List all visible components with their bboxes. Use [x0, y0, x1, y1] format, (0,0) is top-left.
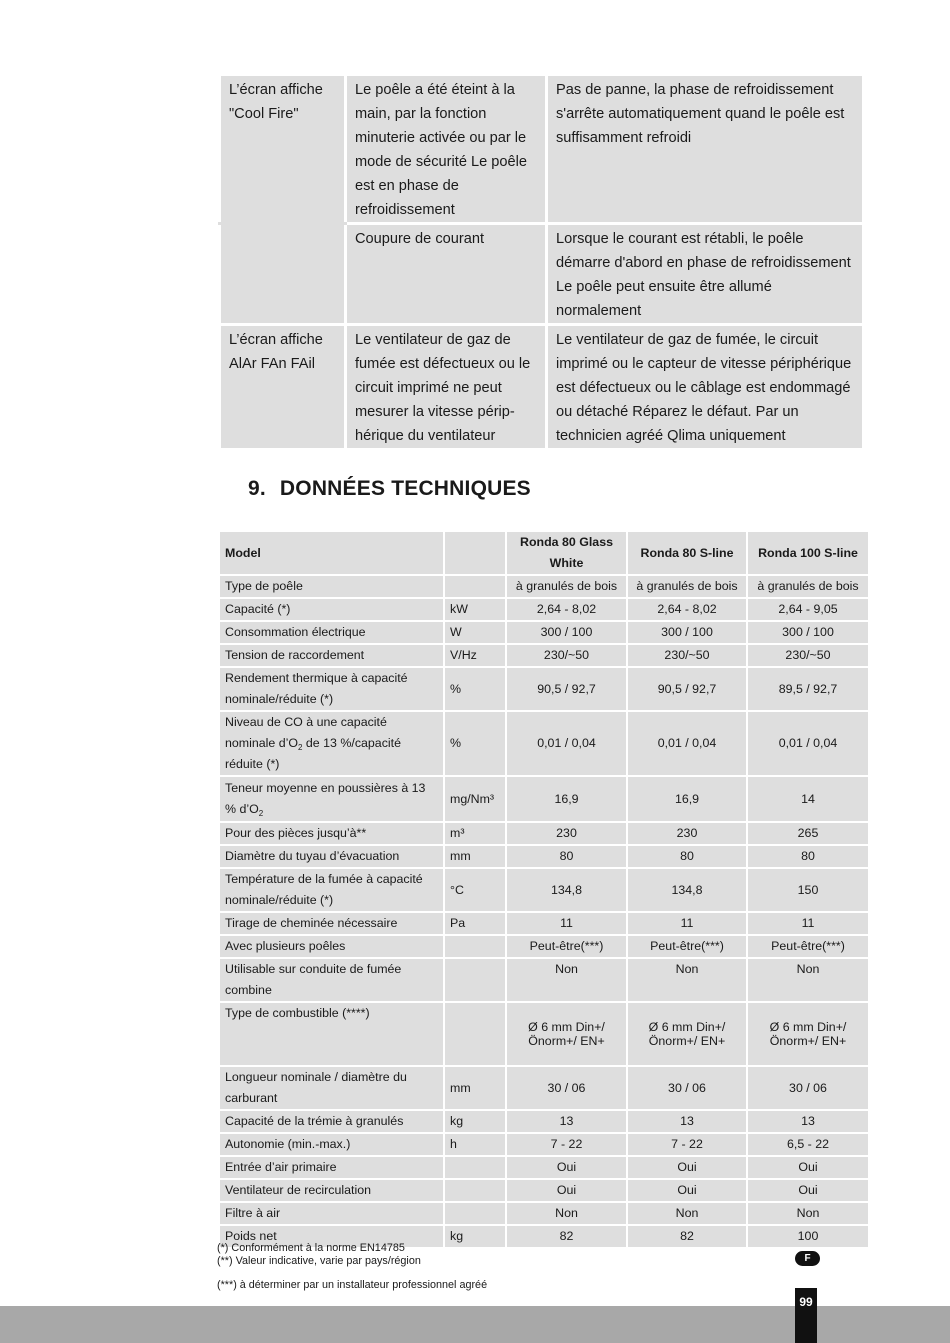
section-title	[248, 477, 531, 501]
table-row	[219, 575, 869, 598]
spec-label: Capacité (*)	[219, 598, 444, 621]
spec-label: Consommation électrique	[219, 621, 444, 644]
spec-value: 300 / 100	[747, 621, 869, 644]
spec-label: Entrée d’air primaire	[219, 1156, 444, 1179]
model-header: Model	[219, 531, 444, 575]
technical-data-table	[218, 530, 870, 1249]
spec-value: Non	[747, 958, 869, 1002]
spec-unit	[444, 958, 506, 1002]
spec-value: 300 / 100	[627, 621, 747, 644]
solution-cell: Lorsque le courant est rétabli, le poêle démarre d'abord en phase de refroidissement Le poêle peut ensuite être allumé normalement	[547, 224, 864, 325]
spec-label: Avec plusieurs poêles	[219, 935, 444, 958]
spec-unit	[444, 1156, 506, 1179]
spec-value: 230/~50	[506, 644, 627, 667]
section-title-text: DONNÉES TECHNIQUES	[279, 477, 531, 500]
spec-value: 230/~50	[747, 644, 869, 667]
troubleshooting-table	[218, 73, 865, 451]
page-number: 99	[795, 1288, 817, 1343]
table-row	[219, 822, 869, 845]
spec-value: 80	[506, 845, 627, 868]
spec-value: Oui	[627, 1179, 747, 1202]
spec-label	[219, 711, 444, 776]
spec-unit: mg/Nm³	[444, 776, 506, 822]
spec-value: 90,5 / 92,7	[627, 667, 747, 711]
spec-value: 0,01 / 0,04	[627, 711, 747, 776]
subscript: 2	[298, 743, 303, 752]
spec-label-text: Niveau de CO à une capacité nominale d’O	[225, 715, 387, 750]
spec-value: 30 / 06	[747, 1066, 869, 1110]
spec-label: Type de poêle	[219, 575, 444, 598]
table-row	[219, 1179, 869, 1202]
spec-value: 230	[506, 822, 627, 845]
spec-value: Non	[506, 1202, 627, 1225]
model-name: Ronda 100 S-line	[747, 531, 869, 575]
footnote: (*) Conformément à la norme EN14785	[217, 1242, 405, 1254]
spec-unit: Pa	[444, 912, 506, 935]
spec-value: 16,9	[627, 776, 747, 822]
table-row	[219, 912, 869, 935]
spec-label: Poids net	[219, 1225, 444, 1248]
spec-value: 89,5 / 92,7	[747, 667, 869, 711]
spec-value: 0,01 / 0,04	[506, 711, 627, 776]
language-badge: F	[795, 1251, 820, 1266]
model-name: Ronda 80 S-line	[627, 531, 747, 575]
table-row	[219, 598, 869, 621]
spec-value: Non	[747, 1202, 869, 1225]
spec-value: 13	[506, 1110, 627, 1133]
spec-value: Peut-être(***)	[747, 935, 869, 958]
solution-cell: Pas de panne, la phase de refroidissement s'arrête automatiquement quand le poêle est suffisamment refroidi	[547, 75, 864, 224]
table-row	[219, 958, 869, 1002]
spec-value: Ø 6 mm Din+/Önorm+/ EN+	[627, 1002, 747, 1066]
symptom-cell: L’écran affiche AlAr FAn FAil	[220, 325, 346, 450]
spec-value: 2,64 - 8,02	[627, 598, 747, 621]
spec-value: Oui	[506, 1156, 627, 1179]
spec-unit: °C	[444, 868, 506, 912]
symptom-cell-continued	[220, 224, 346, 325]
spec-value: Oui	[506, 1179, 627, 1202]
spec-value: 134,8	[506, 868, 627, 912]
spec-value: 14	[747, 776, 869, 822]
table-row	[220, 75, 864, 224]
spec-label	[219, 776, 444, 822]
spec-label: Diamètre du tuyau d’évacuation	[219, 845, 444, 868]
spec-label: Longueur nominale / diamètre du carburant	[219, 1066, 444, 1110]
spec-value: Peut-être(***)	[506, 935, 627, 958]
table-row	[219, 1156, 869, 1179]
spec-label: Utilisable sur conduite de fumée combine	[219, 958, 444, 1002]
spec-label: Filtre à air	[219, 1202, 444, 1225]
spec-value: 11	[627, 912, 747, 935]
spec-unit: kg	[444, 1110, 506, 1133]
spec-unit: mm	[444, 845, 506, 868]
spec-label: Tirage de cheminée nécessaire	[219, 912, 444, 935]
spec-unit	[444, 1002, 506, 1066]
table-row	[219, 1202, 869, 1225]
spec-unit: m³	[444, 822, 506, 845]
spec-value: Oui	[747, 1179, 869, 1202]
spec-value: 7 - 22	[627, 1133, 747, 1156]
spec-unit: kg	[444, 1225, 506, 1248]
table-header-row	[219, 531, 869, 575]
cause-cell: Le poêle a été éteint à la main, par la fonction minuterie activée ou par le mode de sécurité Le poêle est en phase de refroidissement	[346, 75, 547, 224]
spec-label: Pour des pièces jusqu’à**	[219, 822, 444, 845]
cause-cell: Coupure de courant	[346, 224, 547, 325]
spec-value: Non	[627, 1202, 747, 1225]
table-row	[219, 1066, 869, 1110]
spec-unit: kW	[444, 598, 506, 621]
spec-value: Non	[506, 958, 627, 1002]
spec-value: 7 - 22	[506, 1133, 627, 1156]
spec-unit: %	[444, 711, 506, 776]
model-name: Ronda 80 Glass White	[506, 531, 627, 575]
spec-label: Ventilateur de recirculation	[219, 1179, 444, 1202]
spec-unit	[444, 1179, 506, 1202]
table-row	[219, 711, 869, 776]
table-row	[220, 224, 864, 325]
spec-value: 11	[747, 912, 869, 935]
table-row	[219, 1002, 869, 1066]
spec-unit	[444, 575, 506, 598]
spec-label: Tension de raccordement	[219, 644, 444, 667]
footnote: (**) Valeur indicative, varie par pays/région	[217, 1255, 421, 1267]
spec-value: 300 / 100	[506, 621, 627, 644]
spec-value: 30 / 06	[506, 1066, 627, 1110]
spec-value: à granulés de bois	[747, 575, 869, 598]
spec-value: à granulés de bois	[506, 575, 627, 598]
spec-value: 90,5 / 92,7	[506, 667, 627, 711]
table-row	[220, 325, 864, 450]
spec-value: 230/~50	[627, 644, 747, 667]
spec-value: 2,64 - 8,02	[506, 598, 627, 621]
spec-unit: h	[444, 1133, 506, 1156]
spec-unit	[444, 1202, 506, 1225]
footnotes	[217, 1242, 487, 1292]
cause-cell: Le ventilateur de gaz de fumée est défectueux ou le circuit imprimé ne peut mesurer la vitesse périphérique du ventilateur	[346, 325, 547, 450]
spec-value: Oui	[627, 1156, 747, 1179]
spec-value: 16,9	[506, 776, 627, 822]
table-row	[219, 776, 869, 822]
solution-cell: Le ventilateur de gaz de fumée, le circuit imprimé ou le capteur de vitesse périphérique est défectueux ou le câblage est endommagé ou détaché Réparez le défaut. Par un technicien agréé Qlima uniquement	[547, 325, 864, 450]
spec-label: Autonomie (min.-max.)	[219, 1133, 444, 1156]
table-row	[219, 868, 869, 912]
table-row	[219, 1110, 869, 1133]
spec-value: 11	[506, 912, 627, 935]
spec-value: 230	[627, 822, 747, 845]
spec-value: 6,5 - 22	[747, 1133, 869, 1156]
table-row	[219, 1133, 869, 1156]
table-row	[219, 935, 869, 958]
spec-unit: mm	[444, 1066, 506, 1110]
spec-value: Peut-être(***)	[627, 935, 747, 958]
spec-value: 13	[627, 1110, 747, 1133]
spec-value: Oui	[747, 1156, 869, 1179]
spec-unit	[444, 935, 506, 958]
spec-value: 80	[627, 845, 747, 868]
spec-value: 0,01 / 0,04	[747, 711, 869, 776]
spec-value: 2,64 - 9,05	[747, 598, 869, 621]
spec-value: 100	[747, 1225, 869, 1248]
spec-unit: W	[444, 621, 506, 644]
spec-value: 82	[627, 1225, 747, 1248]
spec-label: Capacité de la trémie à granulés	[219, 1110, 444, 1133]
spec-value: 80	[747, 845, 869, 868]
table-row	[219, 644, 869, 667]
table-row	[219, 667, 869, 711]
spec-value: Non	[627, 958, 747, 1002]
spec-value: à granulés de bois	[627, 575, 747, 598]
footnote: (***) à déterminer par un installateur professionnel agréé	[217, 1279, 488, 1291]
spec-value: Ø 6 mm Din+/Önorm+/ EN+	[506, 1002, 627, 1066]
spec-unit: %	[444, 667, 506, 711]
spec-label: Température de la fumée à capacité nominale/réduite (*)	[219, 868, 444, 912]
spec-label-text: Teneur moyenne en poussières à 13 % d’O	[225, 781, 426, 816]
spec-label: Type de combustible (****)	[219, 1002, 444, 1066]
spec-value: 134,8	[627, 868, 747, 912]
spec-value: 150	[747, 868, 869, 912]
table-row	[219, 621, 869, 644]
spec-value: 13	[747, 1110, 869, 1133]
unit-header	[444, 531, 506, 575]
spec-unit: V/Hz	[444, 644, 506, 667]
subscript: 2	[258, 809, 264, 818]
section-number: 9.	[248, 477, 266, 500]
spec-label-text: de 13 %/capacité réduite (*)	[225, 736, 401, 771]
spec-value: 265	[747, 822, 869, 845]
spec-label: Rendement thermique à capacité nominale/réduite (*)	[219, 667, 444, 711]
spec-value: 30 / 06	[627, 1066, 747, 1110]
spec-value: 82	[506, 1225, 627, 1248]
symptom-cell: L’écran affiche "Cool Fire"	[220, 75, 346, 224]
table-row	[219, 845, 869, 868]
spec-value: Ø 6 mm Din+/Önorm+/ EN+	[747, 1002, 869, 1066]
